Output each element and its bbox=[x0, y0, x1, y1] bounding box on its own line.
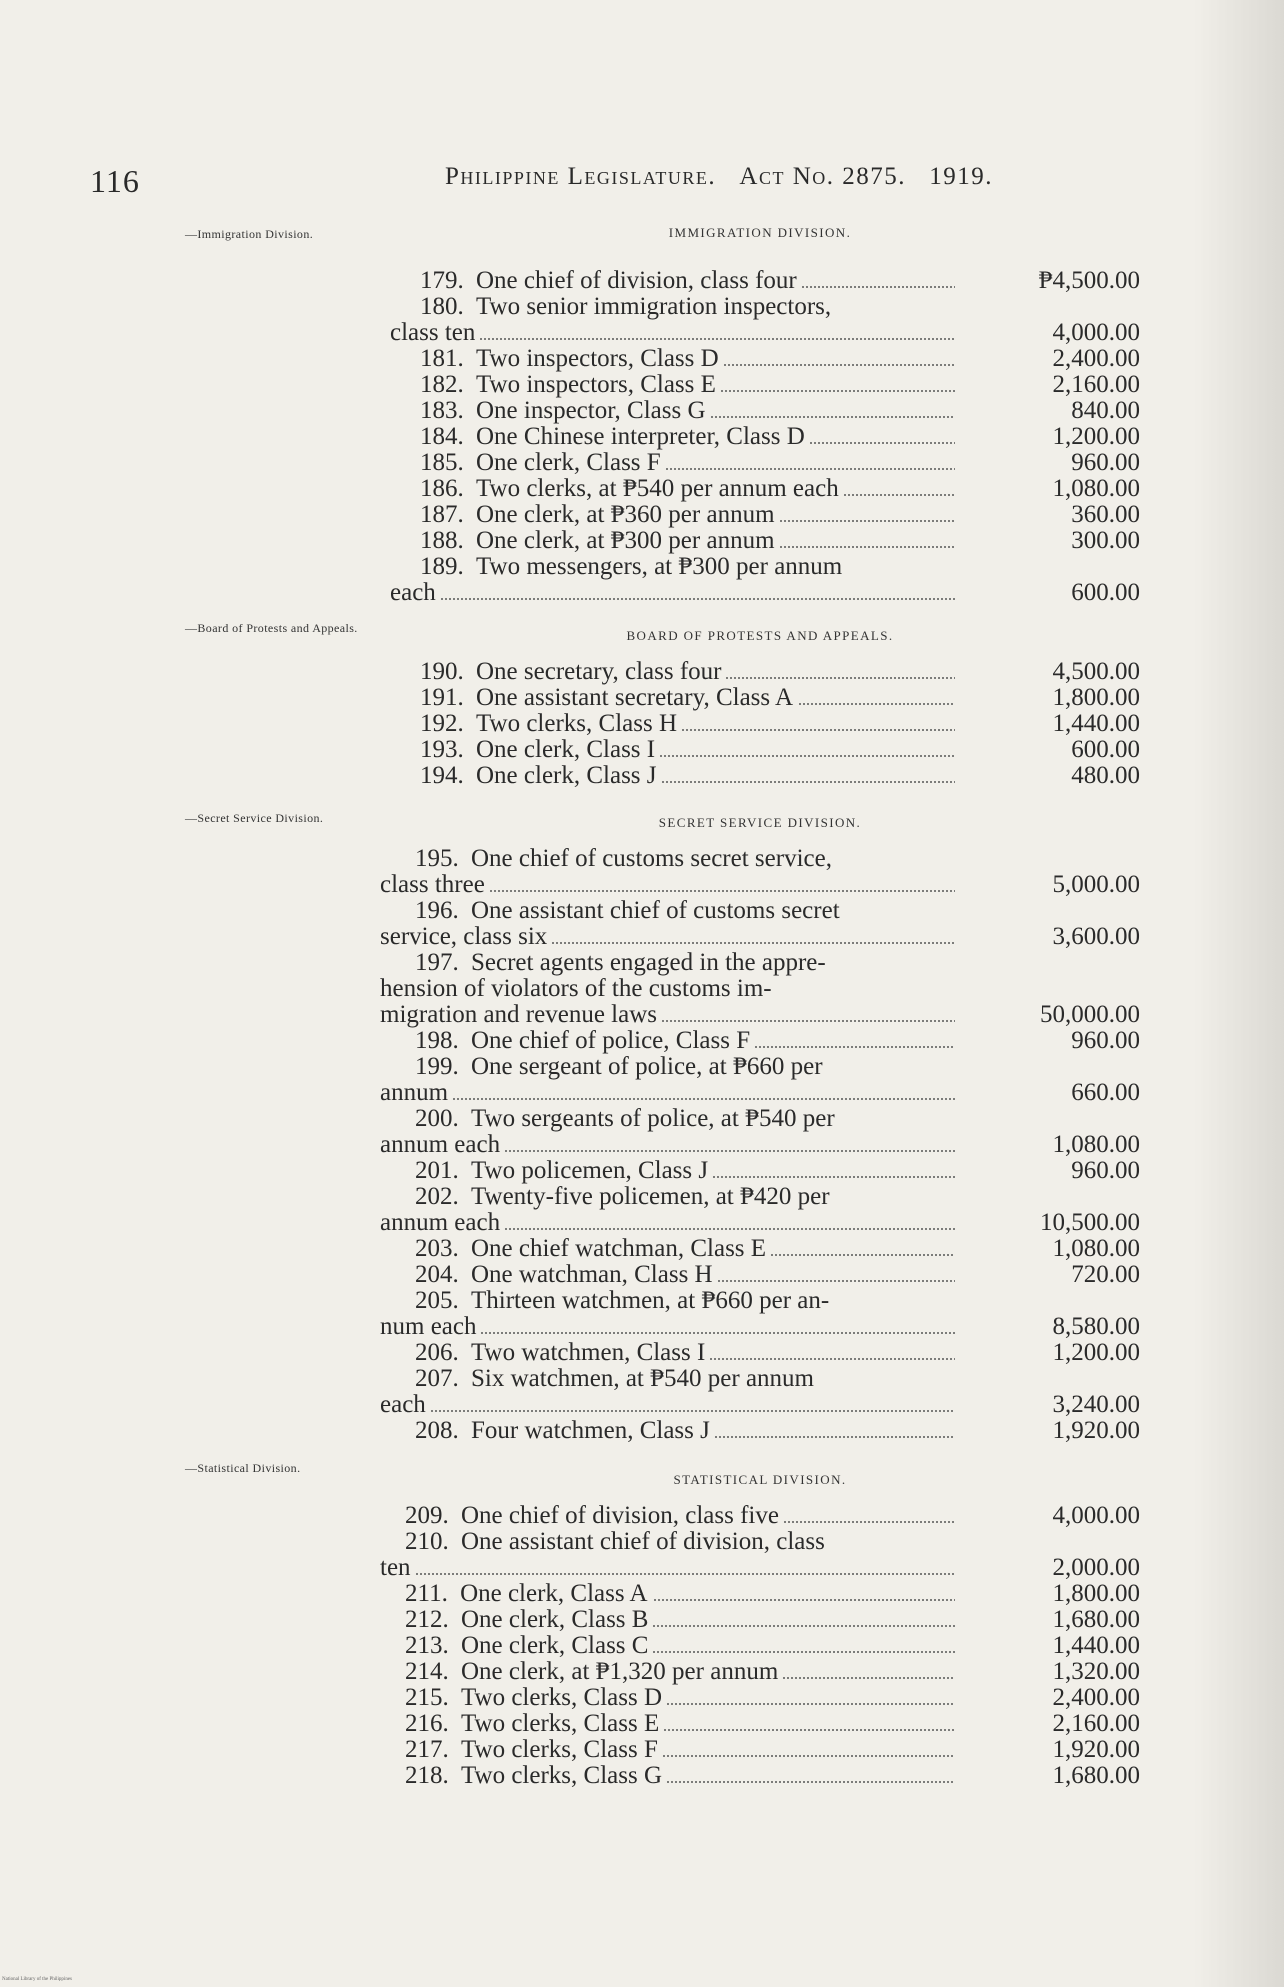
section-heading-statistical: STATISTICAL DIVISION. bbox=[673, 1472, 847, 1487]
item-number: 208. bbox=[415, 1417, 459, 1444]
item-description: Two clerks, Class H bbox=[476, 710, 678, 737]
item-description: One clerk, Class B bbox=[461, 1606, 649, 1633]
line-item bbox=[380, 737, 1140, 763]
line-item-row bbox=[380, 1685, 1140, 1711]
line-item-row bbox=[380, 1262, 1140, 1288]
dot-leader bbox=[712, 1176, 955, 1178]
item-description: One assistant chief of customs secret bbox=[471, 897, 840, 924]
dot-leader bbox=[779, 546, 955, 548]
item-amount: ₱4,500.00 bbox=[1038, 267, 1140, 294]
line-item-row bbox=[380, 1158, 1140, 1184]
dot-leader bbox=[666, 1781, 955, 1783]
line-item-row bbox=[380, 450, 1140, 476]
line-item bbox=[380, 1633, 1140, 1659]
item-description: One clerk, Class C bbox=[461, 1632, 649, 1659]
item-number: 195. bbox=[415, 845, 459, 872]
line-item-row bbox=[380, 846, 1140, 872]
item-description: One chief of division, class five bbox=[461, 1502, 779, 1529]
item-amount: 1,800.00 bbox=[1052, 684, 1140, 711]
item-amount: 960.00 bbox=[1071, 1157, 1140, 1184]
item-amount: 1,200.00 bbox=[1052, 423, 1140, 450]
line-item bbox=[380, 685, 1140, 711]
item-description: Thirteen watchmen, at ₱660 per an- bbox=[471, 1287, 830, 1314]
item-number: 183. bbox=[420, 397, 464, 424]
item-description: One Chinese interpreter, Class D bbox=[476, 423, 805, 450]
line-item-row bbox=[380, 1737, 1140, 1763]
item-number: 211. bbox=[405, 1580, 448, 1607]
line-item-row bbox=[380, 1418, 1140, 1444]
dot-leader bbox=[652, 1625, 955, 1627]
dot-leader bbox=[661, 781, 955, 783]
dot-leader bbox=[681, 729, 955, 731]
line-item bbox=[380, 1529, 1140, 1581]
item-description: ten bbox=[380, 1554, 411, 1581]
item-number: 201. bbox=[415, 1157, 459, 1184]
item-description: One chief watchman, Class E bbox=[471, 1235, 767, 1262]
line-item bbox=[380, 1581, 1140, 1607]
item-amount: 960.00 bbox=[1071, 449, 1140, 476]
line-item bbox=[380, 346, 1140, 372]
item-description: Two messengers, at ₱300 per annum bbox=[476, 553, 843, 580]
item-description: Two clerks, at ₱540 per annum each bbox=[476, 475, 839, 502]
page-edge-shadow bbox=[1194, 0, 1284, 1987]
item-amount: 2,160.00 bbox=[1052, 1710, 1140, 1737]
line-item-row bbox=[380, 1210, 1140, 1236]
item-amount: 10,500.00 bbox=[1040, 1209, 1140, 1236]
line-item-row bbox=[380, 763, 1140, 789]
dot-leader bbox=[720, 390, 955, 392]
item-number: 218. bbox=[405, 1762, 449, 1789]
item-number: 214. bbox=[405, 1658, 449, 1685]
line-item bbox=[380, 1685, 1140, 1711]
item-description: One clerk, at ₱300 per annum bbox=[476, 527, 775, 554]
item-description: One secretary, class four bbox=[476, 658, 722, 685]
line-item bbox=[380, 1711, 1140, 1737]
line-item bbox=[380, 1607, 1140, 1633]
line-item bbox=[380, 1763, 1140, 1789]
item-description: One sergeant of police, at ₱660 per bbox=[471, 1053, 823, 1080]
dot-leader bbox=[480, 1332, 955, 1334]
item-number: 217. bbox=[405, 1736, 449, 1763]
item-description: Two clerks, Class G bbox=[461, 1762, 663, 1789]
line-item-row bbox=[380, 1366, 1140, 1392]
item-number: 215. bbox=[405, 1684, 449, 1711]
item-description: Two senior immigration inspectors, bbox=[476, 293, 832, 320]
dot-leader bbox=[504, 1228, 955, 1230]
item-description: annum bbox=[380, 1079, 449, 1106]
item-amount: 2,000.00 bbox=[1052, 1554, 1140, 1581]
item-number: 191. bbox=[420, 684, 464, 711]
line-item-row bbox=[380, 476, 1140, 502]
section-heading-protests: BOARD OF PROTESTS AND APPEALS. bbox=[626, 628, 894, 643]
item-amount: 4,000.00 bbox=[1052, 1502, 1140, 1529]
item-amount: 840.00 bbox=[1071, 397, 1140, 424]
line-item bbox=[380, 1054, 1140, 1106]
dot-leader bbox=[663, 1729, 955, 1731]
item-amount: 1,320.00 bbox=[1052, 1658, 1140, 1685]
line-item bbox=[380, 450, 1140, 476]
line-item-row bbox=[380, 294, 1140, 320]
dot-leader bbox=[662, 1755, 955, 1757]
item-number: 180. bbox=[420, 293, 464, 320]
item-amount: 5,000.00 bbox=[1052, 871, 1140, 898]
line-item-row bbox=[380, 1659, 1140, 1685]
item-description: One chief of division, class four bbox=[476, 267, 797, 294]
item-description: hension of violators of the customs im- bbox=[380, 975, 772, 1002]
item-amount: 8,580.00 bbox=[1052, 1313, 1140, 1340]
line-item-row bbox=[380, 1080, 1140, 1106]
item-amount: 1,200.00 bbox=[1052, 1339, 1140, 1366]
item-number: 202. bbox=[415, 1183, 459, 1210]
running-head-year: 1919. bbox=[929, 163, 994, 190]
item-amount: 3,240.00 bbox=[1052, 1391, 1140, 1418]
item-amount: 600.00 bbox=[1071, 736, 1140, 763]
item-number: 207. bbox=[415, 1365, 459, 1392]
dot-leader bbox=[809, 442, 955, 444]
line-item-row bbox=[380, 528, 1140, 554]
item-number: 205. bbox=[415, 1287, 459, 1314]
line-item bbox=[380, 1158, 1140, 1184]
line-item bbox=[380, 1659, 1140, 1685]
item-description: each bbox=[390, 579, 436, 606]
line-item bbox=[380, 502, 1140, 528]
item-amount: 720.00 bbox=[1071, 1261, 1140, 1288]
dot-leader bbox=[783, 1521, 955, 1523]
dot-leader bbox=[652, 1651, 955, 1653]
line-item bbox=[380, 372, 1140, 398]
item-description: One watchman, Class H bbox=[471, 1261, 713, 1288]
item-number: 203. bbox=[415, 1235, 459, 1262]
dot-leader bbox=[665, 468, 955, 470]
item-amount: 1,080.00 bbox=[1052, 1131, 1140, 1158]
item-amount: 660.00 bbox=[1071, 1079, 1140, 1106]
dot-leader bbox=[779, 520, 955, 522]
item-description: Two clerks, Class E bbox=[461, 1710, 660, 1737]
line-item-row bbox=[380, 1184, 1140, 1210]
item-amount: 600.00 bbox=[1071, 579, 1140, 606]
dot-leader bbox=[714, 1436, 955, 1438]
line-item bbox=[380, 659, 1140, 685]
line-item bbox=[380, 1503, 1140, 1529]
dot-leader bbox=[770, 1254, 955, 1256]
item-description: Secret agents engaged in the appre- bbox=[471, 949, 826, 976]
line-item-row bbox=[380, 1028, 1140, 1054]
line-item-row bbox=[380, 1288, 1140, 1314]
item-amount: 960.00 bbox=[1071, 1027, 1140, 1054]
line-item-row bbox=[380, 1340, 1140, 1366]
dot-leader bbox=[782, 1677, 955, 1679]
item-number: 199. bbox=[415, 1053, 459, 1080]
line-item-row bbox=[380, 1503, 1140, 1529]
dot-leader bbox=[659, 755, 955, 757]
item-number: 182. bbox=[420, 371, 464, 398]
section-heading-secret: SECRET SERVICE DIVISION. bbox=[658, 815, 862, 830]
line-item bbox=[380, 1262, 1140, 1288]
dot-leader bbox=[723, 364, 955, 366]
line-item-row bbox=[380, 659, 1140, 685]
item-description: Two clerks, Class F bbox=[461, 1736, 658, 1763]
line-item-row bbox=[380, 1002, 1140, 1028]
item-number: 185. bbox=[420, 449, 464, 476]
page-number: 116 bbox=[90, 163, 140, 199]
item-description: One clerk, Class I bbox=[476, 736, 656, 763]
item-description: One clerk, Class A bbox=[460, 1580, 648, 1607]
line-item bbox=[380, 1236, 1140, 1262]
line-item-row bbox=[380, 976, 1140, 1002]
line-item-row bbox=[380, 1633, 1140, 1659]
item-description: class ten bbox=[390, 319, 476, 346]
dot-leader bbox=[551, 942, 955, 944]
line-item-row bbox=[380, 1392, 1140, 1418]
line-item-row bbox=[380, 950, 1140, 976]
line-item-row bbox=[380, 685, 1140, 711]
item-amount: 360.00 bbox=[1071, 501, 1140, 528]
line-item bbox=[380, 398, 1140, 424]
item-description: Two watchmen, Class I bbox=[471, 1339, 706, 1366]
item-description: Two sergeants of police, at ₱540 per bbox=[471, 1105, 835, 1132]
dot-leader bbox=[666, 1703, 955, 1705]
item-description: One assistant secretary, Class A bbox=[476, 684, 794, 711]
dot-leader bbox=[754, 1046, 955, 1048]
item-description: annum each bbox=[380, 1131, 501, 1158]
item-amount: 1,920.00 bbox=[1052, 1417, 1140, 1444]
line-item bbox=[380, 898, 1140, 950]
line-item bbox=[380, 294, 1140, 346]
dot-leader bbox=[440, 598, 955, 600]
dot-leader bbox=[479, 338, 955, 340]
line-item bbox=[380, 1340, 1140, 1366]
line-item bbox=[380, 424, 1140, 450]
line-item bbox=[380, 1288, 1140, 1340]
item-number: 190. bbox=[420, 658, 464, 685]
item-description: One clerk, Class F bbox=[476, 449, 661, 476]
item-description: One clerk, at ₱1,320 per annum bbox=[461, 1658, 779, 1685]
line-item-row bbox=[380, 320, 1140, 346]
item-description: Two clerks, Class D bbox=[461, 1684, 663, 1711]
margin-note-statistical: —Statistical Division. bbox=[185, 1461, 301, 1475]
line-item-row bbox=[380, 1132, 1140, 1158]
line-item-row bbox=[380, 1236, 1140, 1262]
item-number: 179. bbox=[420, 267, 464, 294]
item-amount: 3,600.00 bbox=[1052, 923, 1140, 950]
line-item bbox=[380, 1028, 1140, 1054]
item-description: One chief of customs secret service, bbox=[471, 845, 832, 872]
running-head bbox=[445, 163, 993, 191]
footer-credit: National Library of the Philippines bbox=[2, 1977, 72, 1982]
line-item bbox=[380, 1737, 1140, 1763]
dot-leader bbox=[801, 286, 955, 288]
line-item-row bbox=[380, 424, 1140, 450]
item-description: migration and revenue laws bbox=[380, 1001, 657, 1028]
dot-leader bbox=[843, 494, 955, 496]
margin-note-immigration: —Immigration Division. bbox=[185, 227, 314, 241]
line-item-row bbox=[380, 1314, 1140, 1340]
item-description: Six watchmen, at ₱540 per annum bbox=[471, 1365, 814, 1392]
item-amount: 1,080.00 bbox=[1052, 1235, 1140, 1262]
line-item-row bbox=[380, 346, 1140, 372]
line-item bbox=[380, 846, 1140, 898]
item-amount: 4,500.00 bbox=[1052, 658, 1140, 685]
item-amount: 4,000.00 bbox=[1052, 319, 1140, 346]
margin-note-secret: —Secret Service Division. bbox=[185, 811, 324, 825]
line-item bbox=[380, 1184, 1140, 1236]
line-item bbox=[380, 268, 1140, 294]
line-item-row bbox=[380, 1529, 1140, 1555]
item-amount: 1,680.00 bbox=[1052, 1762, 1140, 1789]
line-item-row bbox=[380, 580, 1140, 606]
line-item-row bbox=[380, 554, 1140, 580]
item-number: 209. bbox=[405, 1502, 449, 1529]
line-item-row bbox=[380, 1763, 1140, 1789]
dot-leader bbox=[415, 1573, 955, 1575]
dot-leader bbox=[717, 1280, 955, 1282]
item-description: annum each bbox=[380, 1209, 501, 1236]
item-description: One assistant chief of division, class bbox=[461, 1528, 825, 1555]
item-amount: 1,920.00 bbox=[1052, 1736, 1140, 1763]
dot-leader bbox=[452, 1098, 955, 1100]
item-number: 198. bbox=[415, 1027, 459, 1054]
line-item bbox=[380, 1418, 1140, 1444]
item-number: 188. bbox=[420, 527, 464, 554]
item-description: Two policemen, Class J bbox=[471, 1157, 709, 1184]
item-number: 213. bbox=[405, 1632, 449, 1659]
item-description: class three bbox=[380, 871, 485, 898]
line-item-row bbox=[380, 372, 1140, 398]
item-description: Two inspectors, Class D bbox=[476, 345, 719, 372]
item-number: 210. bbox=[405, 1528, 449, 1555]
line-item bbox=[380, 476, 1140, 502]
line-item-row bbox=[380, 1711, 1140, 1737]
item-amount: 2,400.00 bbox=[1052, 345, 1140, 372]
dot-leader bbox=[661, 1020, 955, 1022]
item-description: each bbox=[380, 1391, 426, 1418]
item-number: 206. bbox=[415, 1339, 459, 1366]
item-amount: 1,440.00 bbox=[1052, 710, 1140, 737]
line-item-row bbox=[380, 924, 1140, 950]
item-number: 216. bbox=[405, 1710, 449, 1737]
line-item-row bbox=[380, 872, 1140, 898]
dot-leader bbox=[504, 1150, 955, 1152]
dot-leader bbox=[489, 890, 955, 892]
item-description: Two inspectors, Class E bbox=[476, 371, 716, 398]
item-number: 212. bbox=[405, 1606, 449, 1633]
item-number: 200. bbox=[415, 1105, 459, 1132]
item-number: 189. bbox=[420, 553, 464, 580]
line-item bbox=[380, 950, 1140, 1028]
item-description: One clerk, at ₱360 per annum bbox=[476, 501, 775, 528]
item-description: One clerk, Class J bbox=[476, 762, 657, 789]
dot-leader bbox=[653, 1599, 955, 1601]
item-description: One inspector, Class G bbox=[476, 397, 706, 424]
line-item bbox=[380, 554, 1140, 606]
item-description: One chief of police, Class F bbox=[471, 1027, 751, 1054]
line-item-row bbox=[380, 1054, 1140, 1080]
line-item bbox=[380, 711, 1140, 737]
line-item-row bbox=[380, 1581, 1140, 1607]
item-number: 181. bbox=[420, 345, 464, 372]
line-item bbox=[380, 528, 1140, 554]
item-number: 192. bbox=[420, 710, 464, 737]
item-amount: 2,400.00 bbox=[1052, 1684, 1140, 1711]
line-item bbox=[380, 1106, 1140, 1158]
dot-leader bbox=[798, 703, 955, 705]
item-number: 194. bbox=[420, 762, 464, 789]
item-number: 197. bbox=[415, 949, 459, 976]
item-amount: 1,080.00 bbox=[1052, 475, 1140, 502]
line-item bbox=[380, 763, 1140, 789]
item-description: Four watchmen, Class J bbox=[471, 1417, 710, 1444]
item-description: Twenty-five policemen, at ₱420 per bbox=[471, 1183, 830, 1210]
section-heading-immigration: IMMIGRATION DIVISION. bbox=[668, 225, 852, 240]
line-item-row bbox=[380, 1607, 1140, 1633]
line-item-row bbox=[380, 268, 1140, 294]
running-head-act: Act No. 2875. bbox=[739, 163, 907, 190]
item-amount: 50,000.00 bbox=[1040, 1001, 1140, 1028]
item-description: service, class six bbox=[380, 923, 548, 950]
dot-leader bbox=[430, 1410, 955, 1412]
item-number: 187. bbox=[420, 501, 464, 528]
line-item bbox=[380, 1366, 1140, 1418]
item-amount: 1,800.00 bbox=[1052, 1580, 1140, 1607]
item-number: 184. bbox=[420, 423, 464, 450]
item-amount: 1,680.00 bbox=[1052, 1606, 1140, 1633]
line-item-row bbox=[380, 711, 1140, 737]
item-description: num each bbox=[380, 1313, 477, 1340]
item-amount: 1,440.00 bbox=[1052, 1632, 1140, 1659]
line-item-row bbox=[380, 502, 1140, 528]
dot-leader bbox=[725, 677, 955, 679]
line-item-row bbox=[380, 737, 1140, 763]
line-item-row bbox=[380, 1106, 1140, 1132]
margin-note-protests: —Board of Protests and Appeals. bbox=[185, 621, 358, 635]
dot-leader bbox=[710, 416, 955, 418]
line-item-row bbox=[380, 398, 1140, 424]
item-number: 204. bbox=[415, 1261, 459, 1288]
line-item-row bbox=[380, 898, 1140, 924]
item-amount: 480.00 bbox=[1071, 762, 1140, 789]
item-number: 186. bbox=[420, 475, 464, 502]
item-number: 193. bbox=[420, 736, 464, 763]
dot-leader bbox=[709, 1358, 955, 1360]
line-item-row bbox=[380, 1555, 1140, 1581]
running-head-legislature: Philippine Legislature. bbox=[445, 163, 717, 190]
item-amount: 300.00 bbox=[1071, 527, 1140, 554]
item-amount: 2,160.00 bbox=[1052, 371, 1140, 398]
item-number: 196. bbox=[415, 897, 459, 924]
